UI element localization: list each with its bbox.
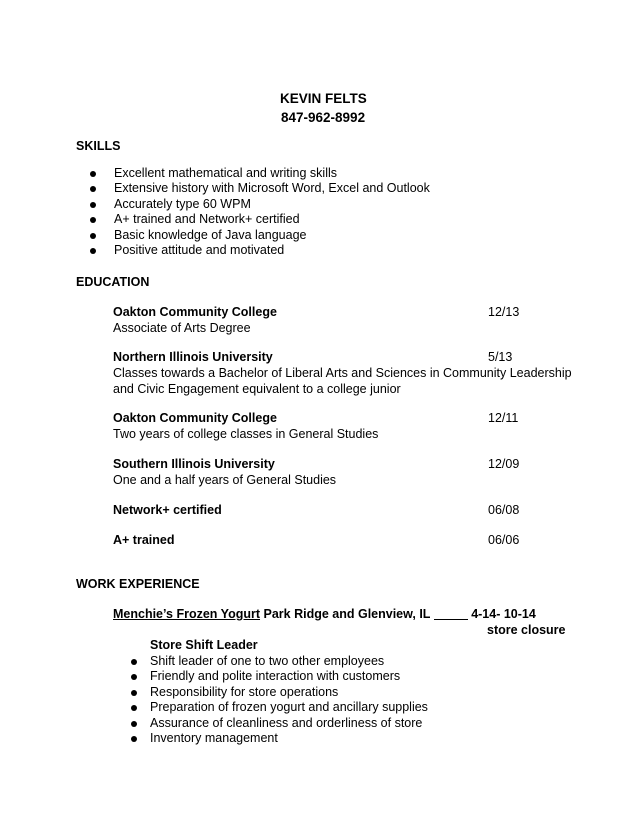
duty-item: Preparation of frozen yogurt and ancillary supplies bbox=[131, 700, 428, 715]
education-heading: EDUCATION bbox=[76, 275, 150, 289]
position-title: Store Shift Leader bbox=[150, 638, 258, 652]
employment-end-note: store closure bbox=[487, 623, 566, 637]
education-date: 5/13 bbox=[488, 350, 513, 364]
work-employer-line bbox=[113, 607, 536, 621]
employer-location: Park Ridge and Glenview, IL bbox=[263, 607, 431, 621]
employment-dates: 4-14- 10-14 bbox=[471, 607, 536, 621]
duty-item: Assurance of cleanliness and orderliness of store bbox=[131, 716, 428, 731]
education-detail: and Civic Engagement equivalent to a college junior bbox=[113, 382, 401, 396]
skill-item: A+ trained and Network+ certified bbox=[90, 212, 430, 227]
education-date: 06/06 bbox=[488, 533, 520, 547]
duty-item: Friendly and polite interaction with customers bbox=[131, 669, 428, 684]
skill-item: Positive attitude and motivated bbox=[90, 243, 430, 258]
education-detail: One and a half years of General Studies bbox=[113, 473, 337, 487]
skill-item: Basic knowledge of Java language bbox=[90, 228, 430, 243]
duty-item: Shift leader of one to two other employees bbox=[131, 654, 428, 669]
skill-item: Excellent mathematical and writing skills bbox=[90, 166, 430, 181]
education-date: 12/11 bbox=[488, 411, 519, 425]
skills-heading: SKILLS bbox=[76, 139, 121, 153]
skill-item: Accurately type 60 WPM bbox=[90, 197, 430, 212]
education-detail: Associate of Arts Degree bbox=[113, 321, 251, 335]
education-certification: Network+ certified bbox=[113, 503, 222, 517]
skill-item: Extensive history with Microsoft Word, Excel and Outlook bbox=[90, 181, 430, 196]
resume-phone: 847-962-8992 bbox=[281, 110, 366, 125]
work-heading: WORK EXPERIENCE bbox=[76, 577, 200, 591]
education-school: Oakton Community College bbox=[113, 305, 277, 319]
duties-list bbox=[131, 654, 428, 746]
education-detail: Two years of college classes in General Studies bbox=[113, 427, 379, 441]
blank-line bbox=[434, 619, 468, 620]
education-detail: Classes towards a Bachelor of Liberal Arts and Sciences in Community Leadership bbox=[113, 366, 572, 380]
skills-list bbox=[90, 166, 430, 258]
education-school: Southern Illinois University bbox=[113, 457, 275, 471]
education-date: 12/09 bbox=[488, 457, 520, 471]
duty-item: Inventory management bbox=[131, 731, 428, 746]
education-school: Oakton Community College bbox=[113, 411, 277, 425]
employer-name: Menchie’s Frozen Yogurt bbox=[113, 607, 261, 621]
education-school: Northern Illinois University bbox=[113, 350, 273, 364]
education-date: 06/08 bbox=[488, 503, 520, 517]
resume-name: KEVIN FELTS bbox=[280, 91, 367, 106]
education-date: 12/13 bbox=[488, 305, 520, 319]
duty-item: Responsibility for store operations bbox=[131, 685, 428, 700]
education-certification: A+ trained bbox=[113, 533, 175, 547]
